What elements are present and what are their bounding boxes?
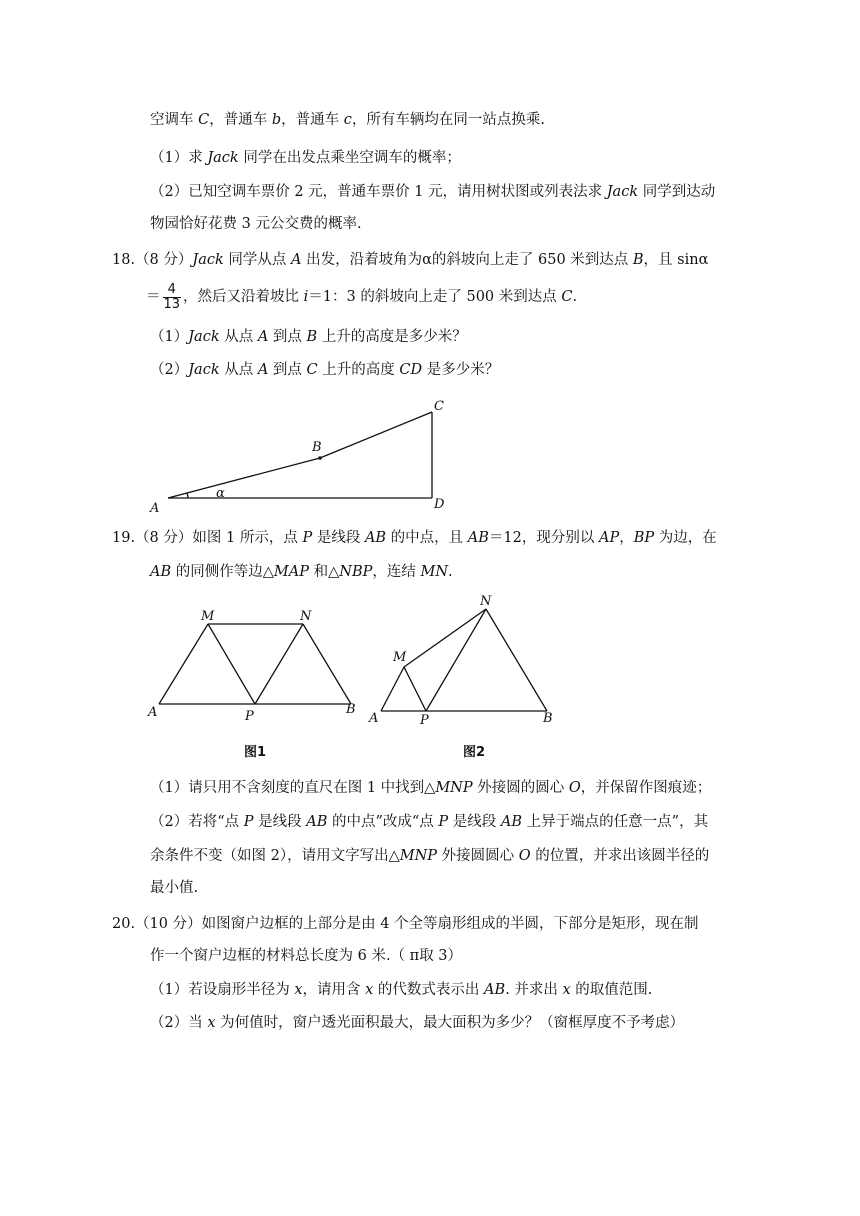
label-C: C [434, 399, 444, 414]
sin-fraction: $\frac{4}{13}$ [163, 281, 181, 312]
q18-part-1: （1）Jack 从点 A 到点 B 上升的高度是多少米？ [150, 329, 467, 345]
q18-line-2: ＝ $\frac{4}{13}$ ，然后又沿着坡比 i＝1：3 的斜坡向上走了 500 米到达点 C. [146, 281, 578, 312]
label-B: B [312, 440, 322, 455]
q18-part-2: （2）Jack 从点 A 到点 C 上升的高度 CD 是多少米？ [150, 362, 500, 378]
fig2-label-P: P [420, 713, 429, 728]
fig2-label-N: N [480, 594, 492, 609]
fig1-label-M: M [201, 609, 215, 624]
label-A: A [150, 501, 160, 516]
q19-line-1: 19.（8 分）如图 1 所示，点 P 是线段 AB 的中点，且 AB＝12，现分别以 AP，BP 为边，在 [112, 530, 717, 546]
q17-line-1: 空调车 C，普通车 b，普通车 c，所有车辆均在同一站点换乘. [150, 112, 545, 128]
q20-part-1: （1）若设扇形半径为 x，请用含 x 的代数式表示出 AB. 并求出 x 的取值范围. [150, 982, 653, 998]
fig1-caption: 图1 [244, 745, 267, 760]
q17-part-1: （1）求 Jack 同学在出发点乘坐空调车的概率； [150, 150, 461, 166]
label-alpha: α [216, 486, 225, 501]
fig2-label-B: B [543, 711, 553, 726]
fig2-caption: 图2 [463, 745, 486, 760]
fig1-label-N: N [300, 609, 312, 624]
q20-line-2: 作一个窗户边框的材料总长度为 6 米.（ π取 3） [150, 948, 463, 964]
q20-line-1: 20.（10 分）如图窗户边框的上部分是由 4 个全等扇形组成的半圆，下部分是矩形，现在制 [112, 916, 699, 932]
label-D: D [434, 497, 445, 512]
fig1-label-B: B [346, 702, 356, 717]
fig2-label-M: M [393, 650, 407, 665]
fig2-label-A: A [369, 711, 379, 726]
q19-part-2: （2）若将“点 P 是线段 AB 的中点”改成“点 P 是线段 AB 上异于端点的任意一点”，其 [150, 814, 709, 830]
q19-part-2-line-3: 最小值. [150, 880, 199, 896]
q19-part-1: （1）请只用不含刻度的直尺在图 1 中找到△MNP 外接圆的圆心 O，并保留作图痕迹； [150, 780, 712, 796]
q18-line-1: 18.（8 分）Jack 同学从点 A 出发，沿着坡角为α的斜坡向上走了 650 米到达点 B，且 sinα [112, 252, 709, 268]
q20-part-2: （2）当 x 为何值时，窗户透光面积最大，最大面积为多少？（窗框厚度不予考虑） [150, 1015, 685, 1031]
q17-part-2-cont: 物园恰好花费 3 元公交费的概率. [150, 216, 362, 232]
q17-part-2: （2）已知空调车票价 2 元，普通车票价 1 元，请用树状图或列表法求 Jack 同学到达动 [150, 184, 716, 200]
q19-part-2-line-2: 余条件不变（如图 2），请用文字写出△MNP 外接圆圆心 O 的位置，并求出该圆半径的 [150, 848, 710, 864]
fig1-label-A: A [148, 705, 158, 720]
q19-line-2: AB 的同侧作等边△MAP 和△NBP，连结 MN. [150, 564, 453, 580]
fig1-label-P: P [245, 709, 254, 724]
